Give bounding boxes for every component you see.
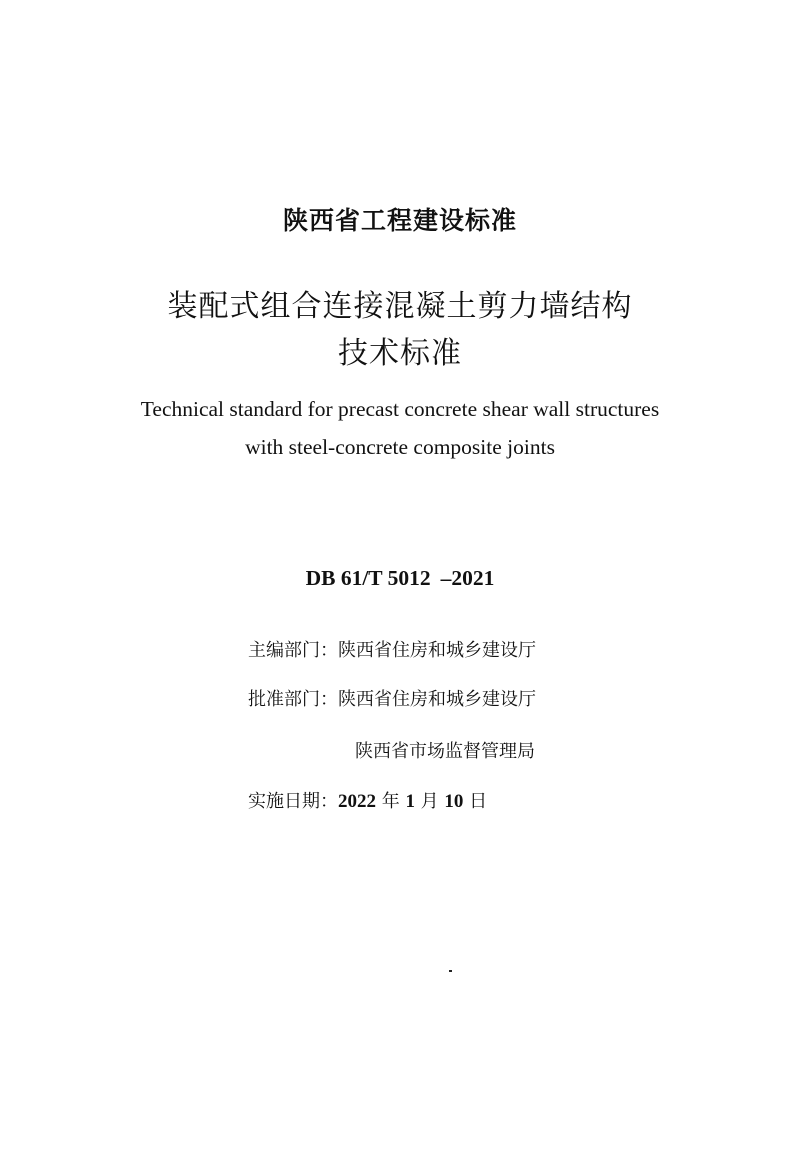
standard-code xyxy=(0,563,800,593)
stray-dot xyxy=(449,970,452,972)
series-title: 陕西省工程建设标准 xyxy=(282,206,517,235)
title-cn-line2: 技术标准 xyxy=(338,336,462,371)
title-cn-line1: 装配式组合连接混凝土剪力墙结构 xyxy=(167,289,633,324)
approver-row xyxy=(248,686,536,714)
standard-code-prefix: DB 61/T 5012 xyxy=(305,566,431,590)
date-day: 10 xyxy=(444,791,464,812)
date-month-unit: 月 xyxy=(414,791,445,812)
date-year-unit: 年 xyxy=(376,791,406,812)
editor-label: 主编部门： xyxy=(248,640,338,661)
date-label: 实施日期： xyxy=(248,791,338,812)
approver-row-2 xyxy=(355,738,535,766)
standard-code-dash: – xyxy=(440,566,452,590)
standard-code-year: 2021 xyxy=(451,566,495,590)
date-year: 2022 xyxy=(338,791,376,812)
date-month: 1 xyxy=(405,791,415,812)
editor-row xyxy=(248,637,536,665)
date-day-unit: 日 xyxy=(463,791,488,812)
approver-label: 批准部门： xyxy=(248,689,338,710)
title-en-line2: with steel-concrete composite joints xyxy=(245,435,555,459)
approver-value: 陕西省住房和城乡建设厅 xyxy=(338,689,536,710)
editor-value: 陕西省住房和城乡建设厅 xyxy=(338,640,536,661)
title-en-line1: Technical standard for precast concrete shear wall structures xyxy=(140,397,660,421)
date-row xyxy=(248,788,487,816)
approver-value-2: 陕西省市场监督管理局 xyxy=(355,741,535,762)
